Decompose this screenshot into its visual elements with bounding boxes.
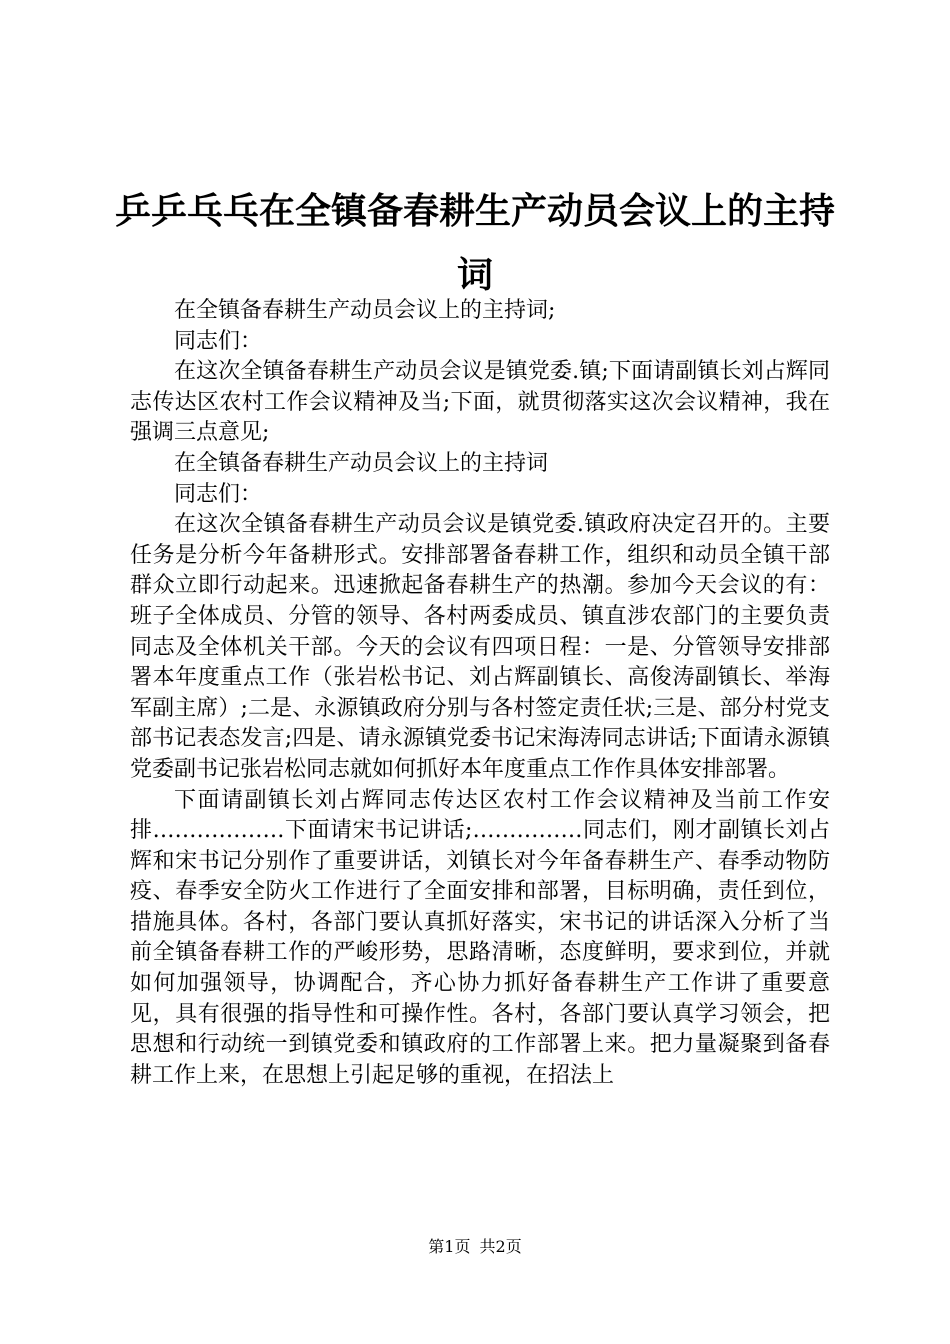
paragraph-6: 在这次全镇备春耕生产动员会议是镇党委.镇政府决定召开的。主要任务是分析今年备耕形式。安排部署备春耕工作，组织和动员全镇干部群众立即行动起来。迅速掀起备春耕生产的热潮。参加今天会议的有：班子全体成员、分管的领导、各村两委成员、镇直涉农部门的主要负责同志及全体机关干部。今天的会议有四项日程：一是、分管领导安排部署本年度重点工作（张岩松书记、刘占辉副镇长、高俊涛副镇长、举海军副主席）;二是、永源镇政府分别与各村签定责任状;三是、部分村党支部书记表态发言;四是、请永源镇党委书记宋海涛同志讲话;下面请永源镇党委副书记张岩松同志就如何抓好本年度重点工作作具体安排部署。 bbox=[130, 512, 830, 782]
page-number-footer: 第1页 共2页 bbox=[428, 1237, 522, 1256]
paragraph-7: 下面请副镇长刘占辉同志传达区农村工作会议精神及当前工作安排………………下面请宋书记讲话;……………同志们，刚才副镇长刘占辉和宋书记分别作了重要讲话，刘镇长对今年备春耕生产、春季动物防疫、春季安全防火工作进行了全面安排和部署，目标明确，责任到位，措施具体。各村，各部门要认真抓好落实，宋书记的讲话深入分析了当前全镇备春耕工作的严峻形势，思路清晰，态度鲜明，要求到位，并就如何加强领导，协调配合，齐心协力抓好备春耕生产工作讲了重要意见，具有很强的指导性和可操作性。各村，各部门要认真学习领会，把思想和行动统一到镇党委和镇政府的工作部署上来。把力量凝聚到备春耕工作上来，在思想上引起足够的重视，在招法上 bbox=[130, 787, 830, 1088]
document-body bbox=[130, 296, 830, 1091]
paragraph-2: 同志们： bbox=[174, 328, 263, 354]
paragraph-1: 在全镇备春耕生产动员会议上的主持词; bbox=[174, 298, 556, 323]
document-title: 乒乒乓乓在全镇备春耕生产动员会议上的主持词 bbox=[114, 191, 835, 296]
paragraph-4: 在全镇备春耕生产动员会议上的主持词 bbox=[174, 450, 549, 476]
paragraph-5: 同志们： bbox=[174, 481, 263, 507]
paragraph-3: 在这次全镇备春耕生产动员会议是镇党委.镇;下面请副镇长刘占辉同志传达区农村工作会议精神及当;下面，就贯彻落实这次会议精神，我在强调三点意见; bbox=[130, 359, 830, 446]
